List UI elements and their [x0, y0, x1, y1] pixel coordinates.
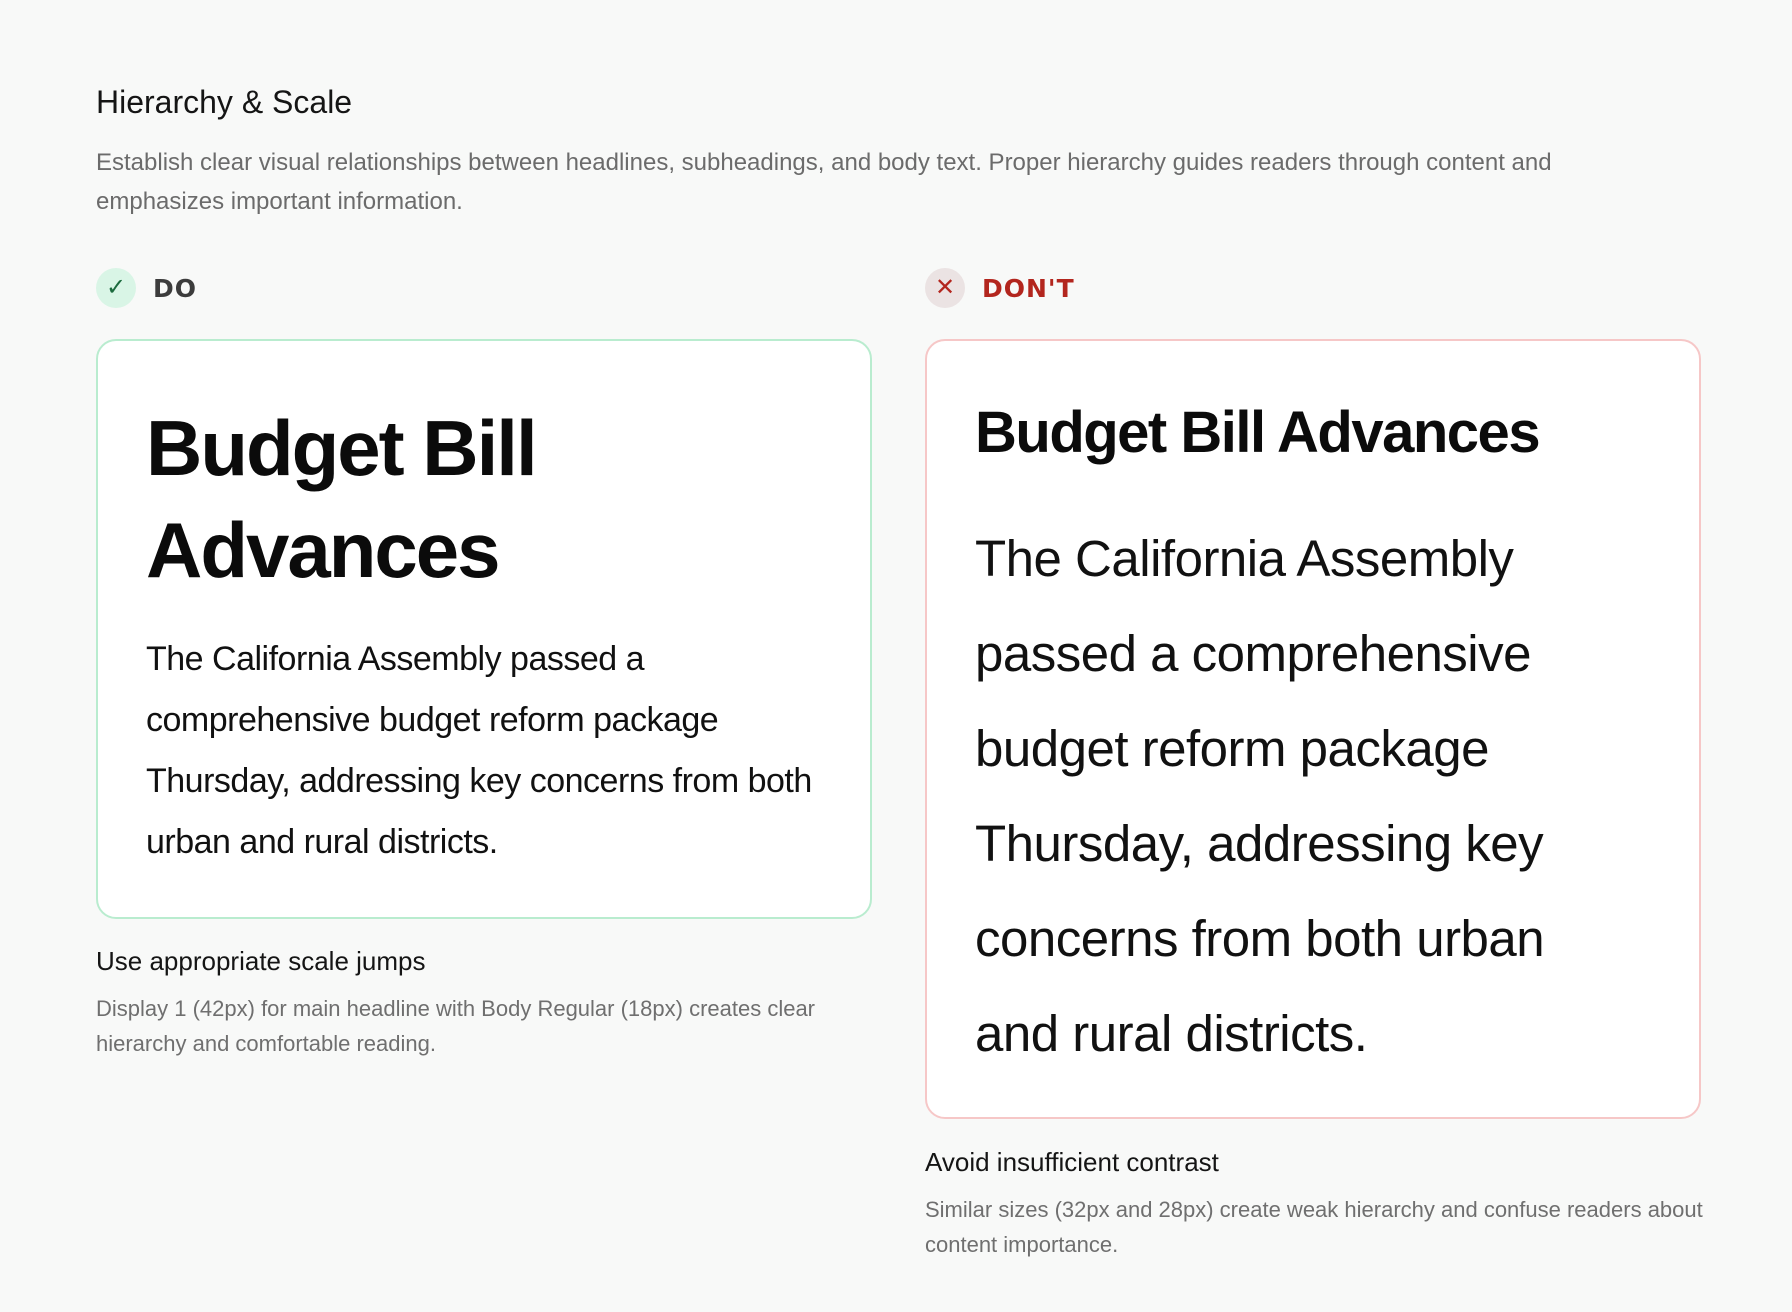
- dont-caption-title: Avoid insufficient contrast: [925, 1147, 1219, 1177]
- do-caption-title: Use appropriate scale jumps: [96, 946, 426, 976]
- check-icon: ✓: [96, 268, 136, 308]
- do-label: DO: [153, 273, 198, 303]
- do-caption-text: Display 1 (42px) for main headline with Body Regular (18px) creates clear hierarchy and comfortable reading.: [96, 996, 816, 1056]
- dont-caption-text: Similar sizes (32px and 28px) create weak hierarchy and confuse readers about content importance.: [925, 1197, 1703, 1257]
- close-icon: ✕: [925, 268, 965, 308]
- section-description: Establish clear visual relationships between headlines, subheadings, and body text. Proper hierarchy guides readers through content and emphasizes important information.: [96, 149, 1552, 215]
- dont-example-headline: Budget Bill Advances: [975, 400, 1540, 465]
- do-column: [96, 268, 876, 1056]
- dont-label: DON'T: [982, 273, 1075, 303]
- do-verdict: [96, 268, 876, 308]
- dont-example-body: The California Assembly passed a comprehensive budget reform package Thursday, addressing key concerns from both urban and rural districts.: [975, 530, 1545, 1062]
- do-example-headline: Budget Bill Advances: [146, 404, 536, 594]
- do-example-body: The California Assembly passed a comprehensive budget reform package Thursday, addressing key concerns from both urban and rural districts.: [146, 640, 812, 861]
- dont-example-card: [925, 339, 1701, 1119]
- do-example-card: [96, 339, 872, 919]
- dont-column: [925, 268, 1705, 1257]
- section-title: Hierarchy & Scale: [96, 84, 353, 120]
- dont-verdict: [925, 268, 1705, 308]
